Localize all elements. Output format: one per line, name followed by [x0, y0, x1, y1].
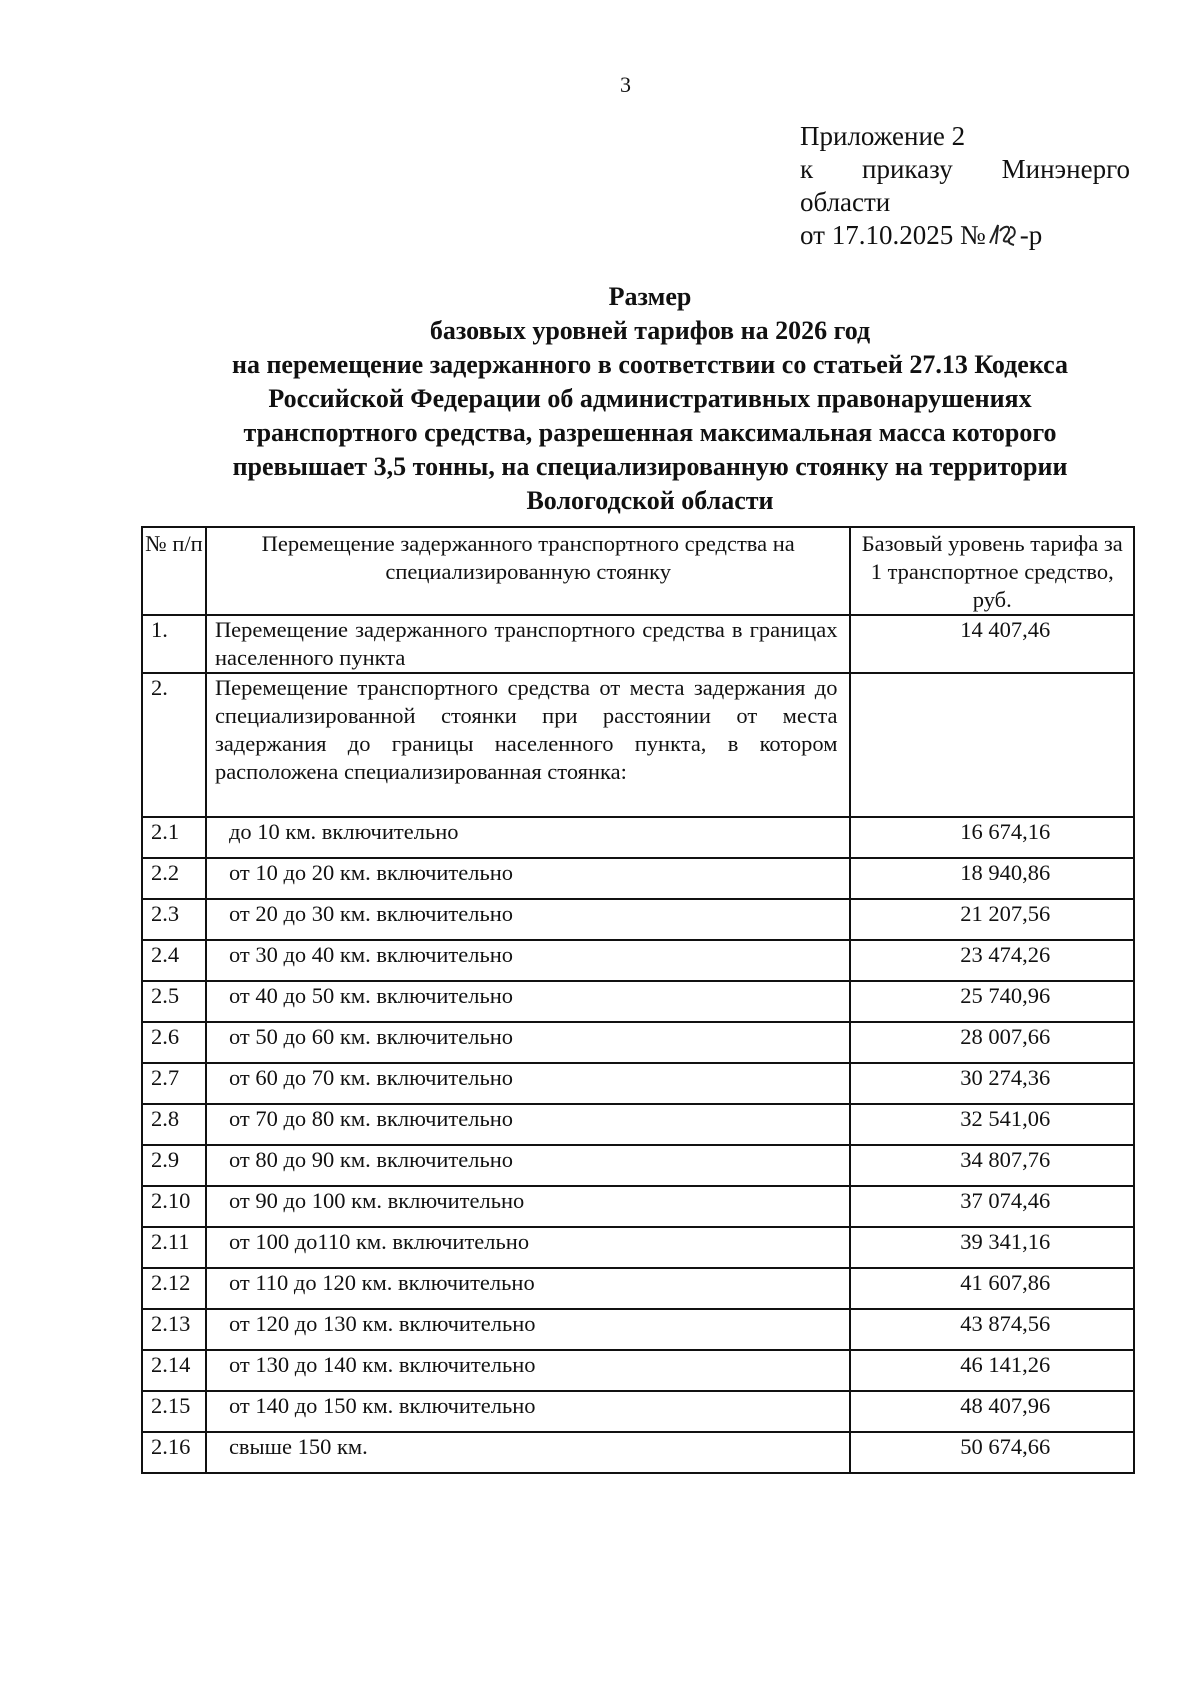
row-description: свыше 150 км.	[206, 1432, 851, 1473]
table-row	[142, 1063, 1134, 1104]
header-number: № п/п	[142, 527, 206, 615]
row-description: от 80 до 90 км. включительно	[206, 1145, 851, 1186]
title-line-6: превышает 3,5 тонны, на специализированную стоянку на территории	[232, 452, 1068, 481]
row-number: 2.1	[142, 817, 206, 858]
row-tariff: 23 474,26	[850, 940, 1134, 981]
row-number: 2.16	[142, 1432, 206, 1473]
row-number: 2.3	[142, 899, 206, 940]
row-tariff: 18 940,86	[850, 858, 1134, 899]
row-number: 2.13	[142, 1309, 206, 1350]
row-tariff: 30 274,36	[850, 1063, 1134, 1104]
title-line-1: Размер	[608, 282, 692, 311]
row-number: 2.8	[142, 1104, 206, 1145]
row-number: 2.10	[142, 1186, 206, 1227]
row-description: от 40 до 50 км. включительно	[206, 981, 851, 1022]
row-number: 2.	[142, 673, 206, 817]
row-description: от 120 до 130 км. включительно	[206, 1309, 851, 1350]
row-tariff: 32 541,06	[850, 1104, 1134, 1145]
document-title	[150, 280, 1150, 518]
row-tariff: 21 207,56	[850, 899, 1134, 940]
row-tariff: 48 407,96	[850, 1391, 1134, 1432]
table-row	[142, 981, 1134, 1022]
row-description: от 60 до 70 км. включительно	[206, 1063, 851, 1104]
page-number: 3	[620, 72, 631, 97]
table-row	[142, 1145, 1134, 1186]
table-row	[142, 615, 1134, 673]
row-tariff: 14 407,46	[850, 615, 1134, 673]
table-row	[142, 858, 1134, 899]
title-line-2: базовых уровней тарифов на 2026 год	[429, 316, 871, 345]
row-description: от 140 до 150 км. включительно	[206, 1391, 851, 1432]
row-tariff: 39 341,16	[850, 1227, 1134, 1268]
distance-rows	[142, 817, 1134, 1473]
table-row	[142, 1022, 1134, 1063]
row-description: от 30 до 40 км. включительно	[206, 940, 851, 981]
table-row	[142, 1268, 1134, 1309]
row-description: от 20 до 30 км. включительно	[206, 899, 851, 940]
row-number: 1.	[142, 615, 206, 673]
table-row	[142, 1104, 1134, 1145]
row-description: от 110 до 120 км. включительно	[206, 1268, 851, 1309]
row-tariff: 34 807,76	[850, 1145, 1134, 1186]
table-row	[142, 1350, 1134, 1391]
table-row	[142, 899, 1134, 940]
appendix-word-order: приказу	[862, 154, 953, 184]
row-number: 2.2	[142, 858, 206, 899]
appendix-line-1: Приложение 2	[800, 121, 966, 151]
row-description: от 90 до 100 км. включительно	[206, 1186, 851, 1227]
row-tariff	[850, 673, 1134, 817]
row-description: от 10 до 20 км. включительно	[206, 858, 851, 899]
row-tariff: 43 874,56	[850, 1309, 1134, 1350]
title-line-3: на перемещение задержанного в соответствии со статьей 27.13 Кодекса	[231, 350, 1069, 379]
row-description: Перемещение задержанного транспортного средства в границах населенного пункта	[206, 615, 851, 673]
row-description: от 50 до 60 км. включительно	[206, 1022, 851, 1063]
order-date-prefix: от 17.10.2025 №	[800, 220, 986, 250]
order-number-suffix: -р	[1019, 220, 1043, 250]
handwritten-number-mark	[986, 221, 1020, 247]
row-tariff: 37 074,46	[850, 1186, 1134, 1227]
row-number: 2.14	[142, 1350, 206, 1391]
table-header-row	[142, 527, 1134, 615]
row-number: 2.7	[142, 1063, 206, 1104]
appendix-word-ministry: Минэнерго	[1001, 154, 1130, 184]
row-tariff: 28 007,66	[850, 1022, 1134, 1063]
row-tariff: 25 740,96	[850, 981, 1134, 1022]
row-number: 2.11	[142, 1227, 206, 1268]
row-tariff: 50 674,66	[850, 1432, 1134, 1473]
appendix-block	[800, 120, 1130, 252]
row-description: до 10 км. включительно	[206, 817, 851, 858]
row-number: 2.9	[142, 1145, 206, 1186]
row-number: 2.4	[142, 940, 206, 981]
table-row	[142, 1432, 1134, 1473]
row-description: от 70 до 80 км. включительно	[206, 1104, 851, 1145]
appendix-line-4	[800, 219, 1130, 252]
table-row	[142, 1227, 1134, 1268]
table-row	[142, 1186, 1134, 1227]
header-description: Перемещение задержанного транспортного средства на специализированную стоянку	[206, 527, 851, 615]
header-tariff: Базовый уровень тарифа за 1 транспортное средство, руб.	[850, 527, 1134, 615]
table-row	[142, 940, 1134, 981]
row-number: 2.5	[142, 981, 206, 1022]
title-line-7: Вологодской области	[526, 486, 774, 515]
row-number: 2.15	[142, 1391, 206, 1432]
row-tariff: 46 141,26	[850, 1350, 1134, 1391]
appendix-word-k: к	[800, 154, 814, 184]
title-line-5: транспортного средства, разрешенная максимальная масса которого	[243, 418, 1057, 447]
table-row	[142, 817, 1134, 858]
table-row	[142, 673, 1134, 817]
row-tariff: 41 607,86	[850, 1268, 1134, 1309]
title-line-4: Российской Федерации об административных правонарушениях	[268, 384, 1032, 413]
table-row	[142, 1309, 1134, 1350]
row-number: 2.12	[142, 1268, 206, 1309]
table-row	[142, 1391, 1134, 1432]
row-number: 2.6	[142, 1022, 206, 1063]
row-description: Перемещение транспортного средства от места задержания до специализированной стоянки при расстоянии от места задержания до границы населенного пункта, в котором расположена специализированная стоянка:	[206, 673, 851, 817]
row-description: от 130 до 140 км. включительно	[206, 1350, 851, 1391]
appendix-line-3: области	[800, 187, 891, 217]
appendix-line-2	[800, 153, 1130, 186]
row-tariff: 16 674,16	[850, 817, 1134, 858]
row-description: от 100 до110 км. включительно	[206, 1227, 851, 1268]
tariff-table	[141, 526, 1135, 1474]
